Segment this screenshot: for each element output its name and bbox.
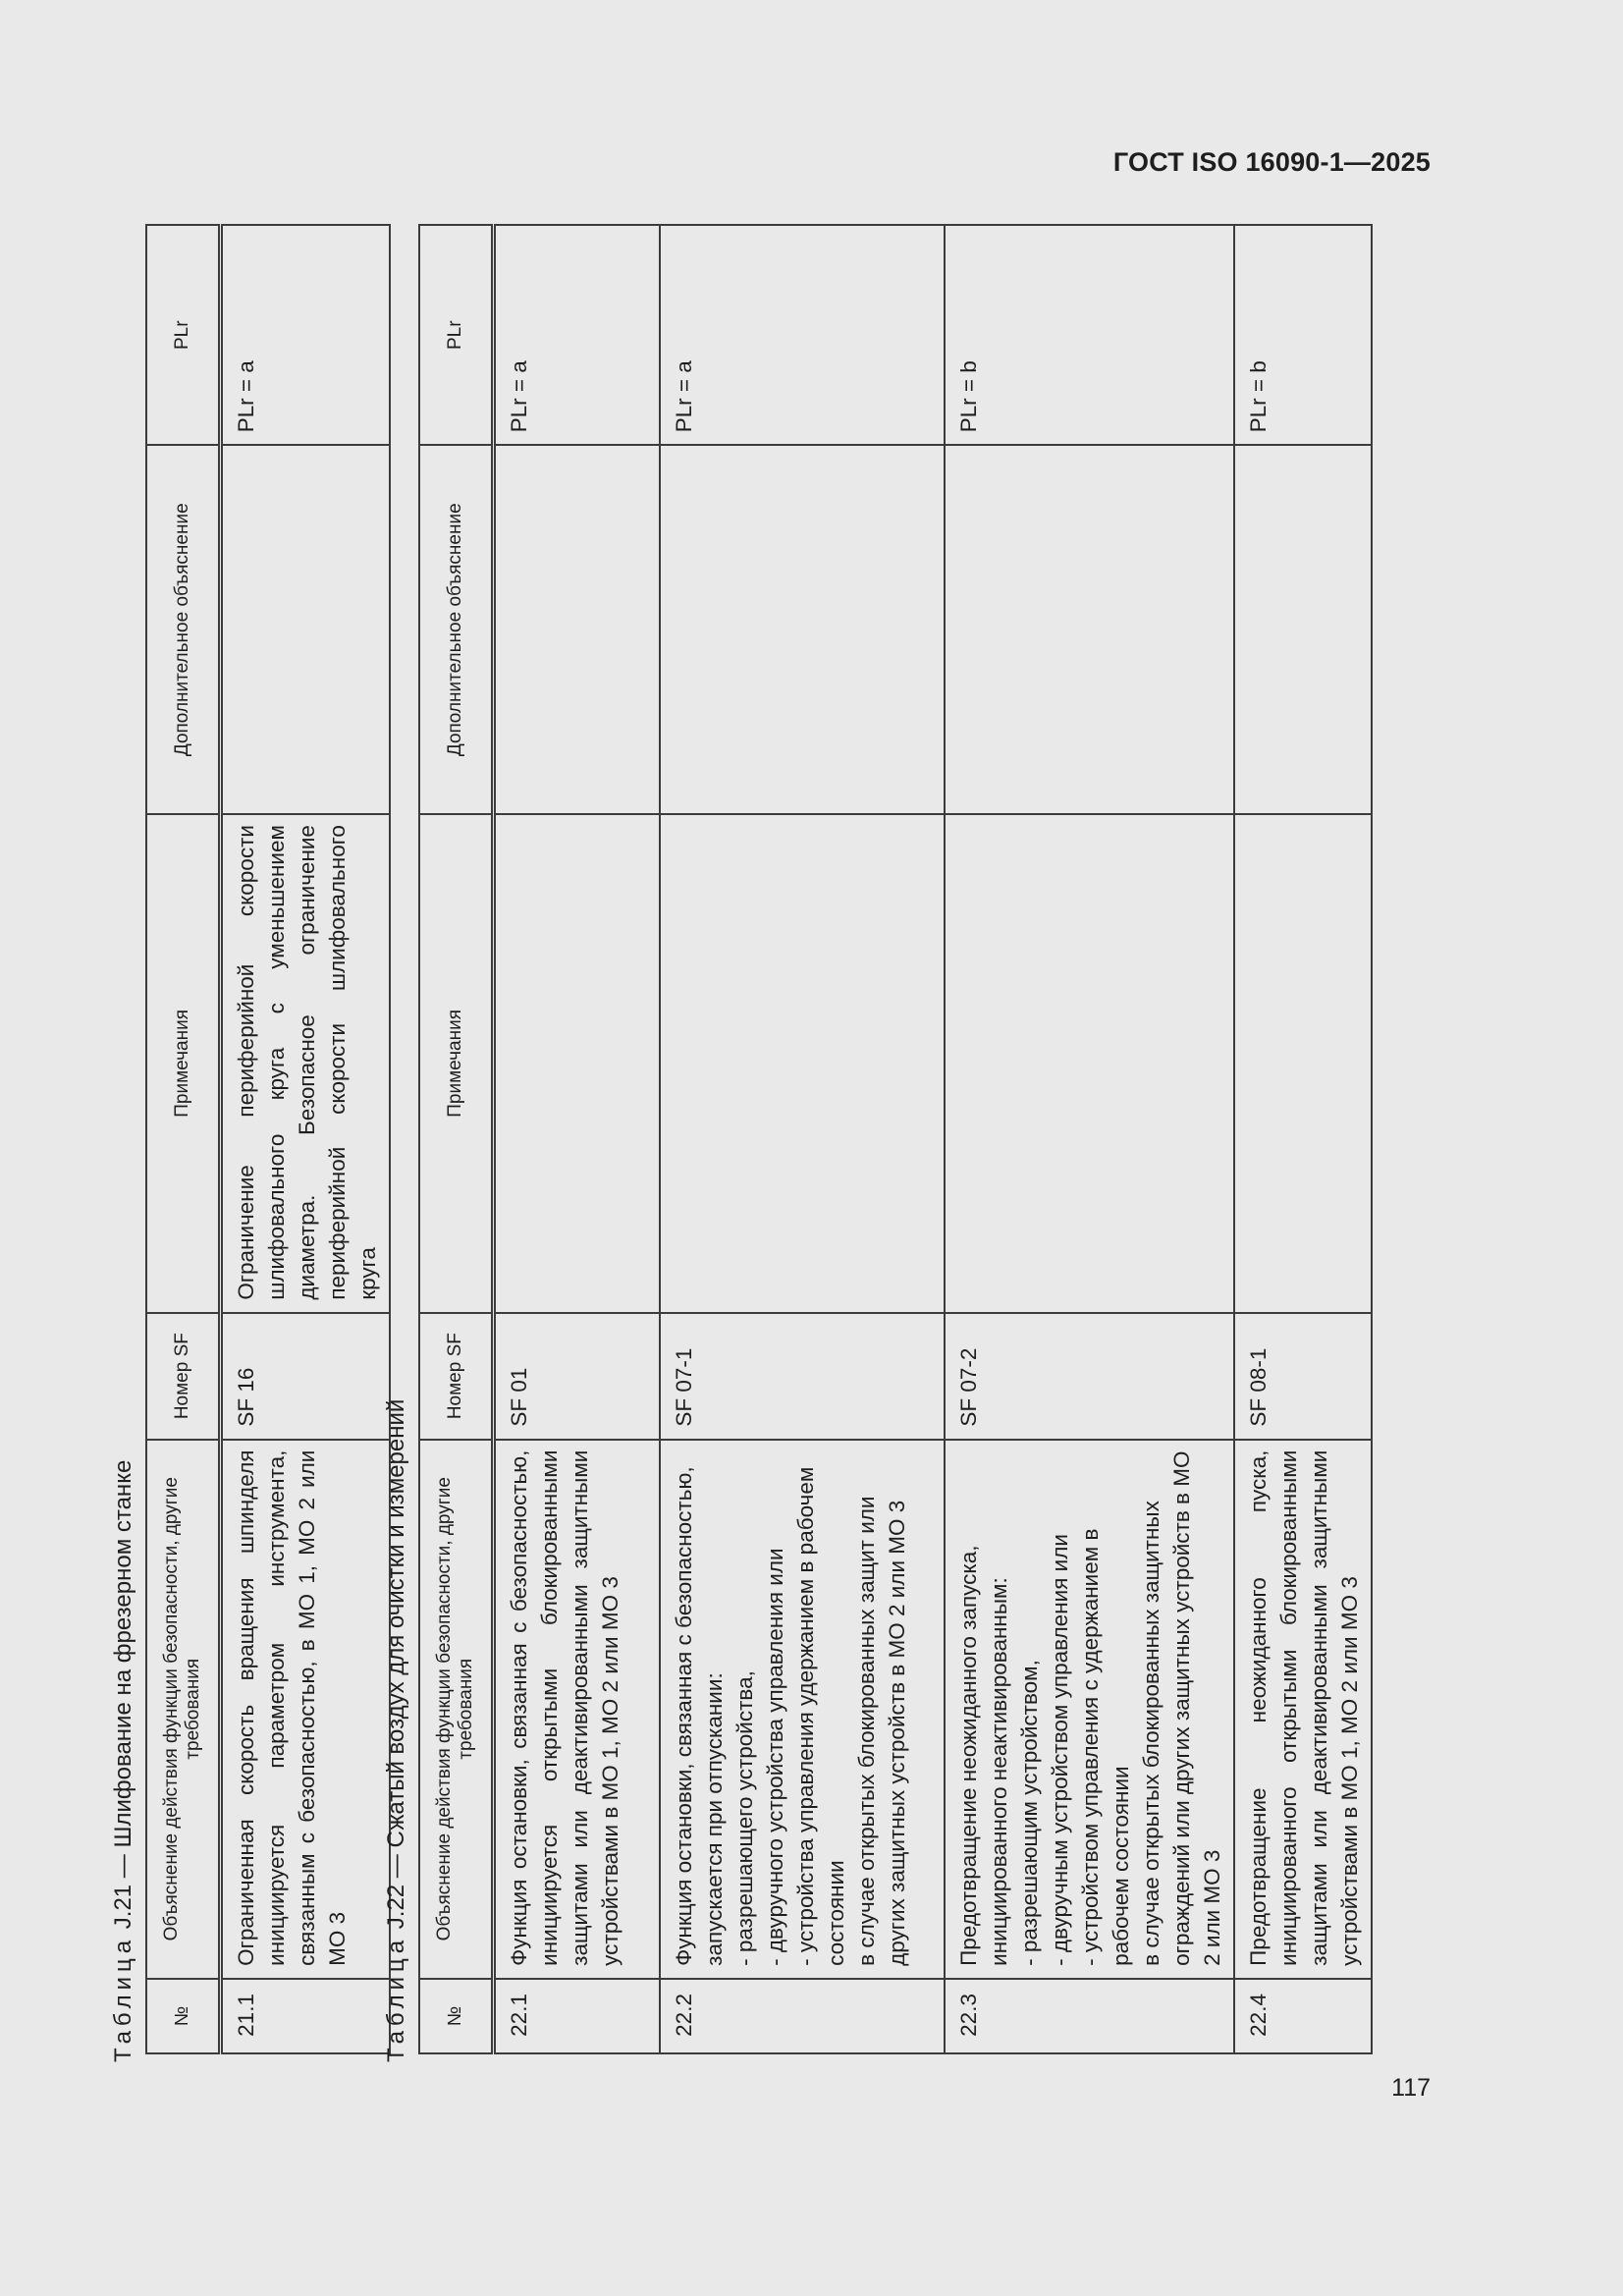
col-notes-header: Примечания [419,814,493,1313]
col-num-header: № [146,1979,220,2053]
row-additional [945,445,1234,814]
table-header-row [146,225,220,2053]
row-plr: PLr = a [493,225,660,445]
row-sf: SF 07-2 [945,1313,1234,1440]
explanation-line: - двуручного устройства управления или [763,1548,787,1966]
col-additional-header: Дополнительное объяснение [146,445,220,814]
explanation-line: - двуручным устройством управления или [1048,1534,1072,1966]
row-notes: Ограничение периферийной скорости шлифовального круга с уменьшением диаметра. Безопасное ограничение периферийной скорости шлифовального круга [220,814,390,1313]
table-row [660,225,945,2053]
table-label: Таблица [383,1935,409,2062]
row-plr: PLr = a [220,225,390,445]
table-row [220,225,390,2053]
explanation-line: Функция остановки, связанная с безопасностью, запускается при отпускании: [672,1466,727,1966]
row-additional [660,445,945,814]
row-sf: SF 01 [493,1313,660,1440]
row-plr: PLr = a [660,225,945,445]
row-additional [220,445,390,814]
col-num-header: № [419,1979,493,2053]
row-num: 21.1 [220,1979,390,2053]
col-explanation-header: Объяснение действия функции безопасности, другие требования [419,1440,493,1979]
table-row [493,225,660,2053]
table-row [1234,225,1372,2053]
table-title-text: J.21 — Шлифование на фрезерном станке [110,1459,136,1930]
table-label: Таблица [110,1935,136,2062]
explanation-line: - устройством управления с удержанием в рабочем состоянии [1078,1528,1133,1966]
explanation-line: - разрешающим устройством, [1017,1660,1042,1966]
col-explanation-header: Объяснение действия функции безопасности, другие требования [146,1440,220,1979]
row-sf: SF 08-1 [1234,1313,1372,1440]
row-explanation: Функция остановки, связанная с безопасностью, инициируется открытыми блокированными защитами или деактивированными защитными устройствами в МО 1, МО 2 или МО 3 [493,1440,660,1979]
explanation-line: в случае открытых блокированных защитных ограждений или других защитных устройств в МО 2 или МО 3 [1139,1450,1224,1966]
table-j22 [418,224,1373,2054]
page-number: 117 [1391,2074,1431,2102]
row-notes [660,814,945,1313]
explanation-line: в случае открытых блокированных защит или других защитных устройств в МО 2 или МО 3 [854,1496,909,1966]
col-plr-header: PLr [419,225,493,445]
row-explanation: Предотвращение неожиданного пуска, инициированного открытыми блокированными защитами или деактивированными защитными устройствами в МО 1, МО 2 или МО 3 [1234,1440,1372,1979]
row-explanation: Ограниченная скорость вращения шпинделя инициируется параметром инструмента, связанным с безопасностью, в МО 1, МО 2 или МО 3 [220,1440,390,1979]
row-additional [493,445,660,814]
row-notes [493,814,660,1313]
row-sf: SF 16 [220,1313,390,1440]
table-j21-title [110,1460,137,2062]
rotated-content [110,118,1386,2062]
col-notes-header: Примечания [146,814,220,1313]
col-plr-header: PLr [146,225,220,445]
row-num: 22.1 [493,1979,660,2053]
row-plr: PLr = b [1234,225,1372,445]
table-j22-title [383,1399,410,2062]
col-sf-header: Номер SF [146,1313,220,1440]
col-sf-header: Номер SF [419,1313,493,1440]
table-row [945,225,1234,2053]
explanation-line: - устройства управления удержанием в рабочем состоянии [793,1466,848,1966]
row-notes [1234,814,1372,1313]
document-header: ГОСТ ISO 16090-1—2025 [1112,147,1431,177]
row-notes [945,814,1234,1313]
row-num: 22.2 [660,1979,945,2053]
explanation-line: - разрешающего устройства, [732,1670,757,1966]
row-num: 22.3 [945,1979,1234,2053]
row-explanation [945,1440,1234,1979]
row-plr: PLr = b [945,225,1234,445]
explanation-line: Предотвращение неожиданного запуска, инициированного неактивированным: [956,1545,1011,1966]
table-j21 [145,224,391,2054]
table-header-row [419,225,493,2053]
row-explanation [660,1440,945,1979]
row-num: 22.4 [1234,1979,1372,2053]
row-sf: SF 07-1 [660,1313,945,1440]
table-title-text: J.22 — Сжатый воздух для очистки и измерений [383,1398,409,1930]
col-additional-header: Дополнительное объяснение [419,445,493,814]
row-additional [1234,445,1372,814]
